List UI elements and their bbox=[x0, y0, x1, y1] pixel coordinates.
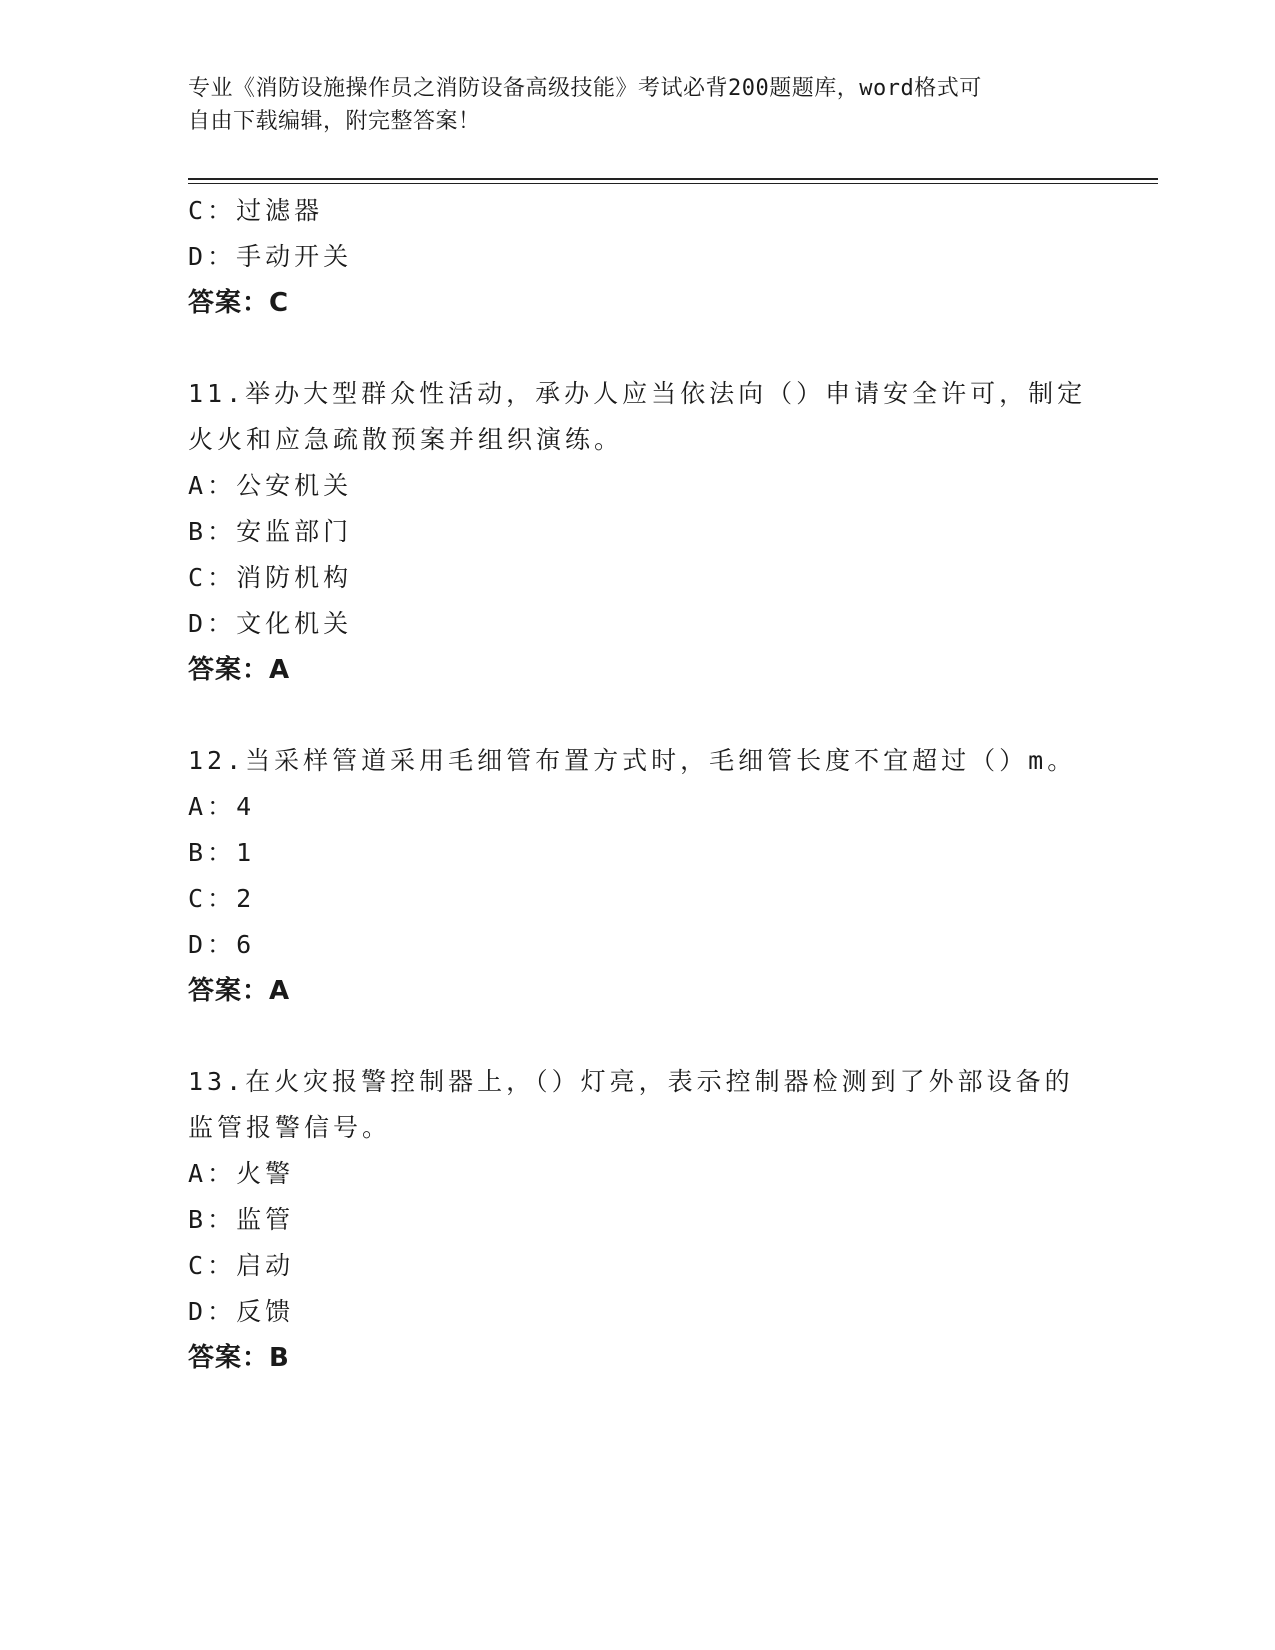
option-text: 安监部门 bbox=[236, 517, 353, 546]
option-c bbox=[188, 555, 1088, 601]
question-12 bbox=[188, 738, 1088, 1014]
option-label: A： bbox=[188, 471, 237, 500]
option-text: 公安机关 bbox=[236, 471, 353, 500]
option-label: C： bbox=[188, 1251, 237, 1280]
answer-line: 答案：B bbox=[188, 1343, 290, 1373]
answer-line: 答案：C bbox=[188, 288, 290, 318]
option-text: 启动 bbox=[236, 1251, 295, 1280]
question-stem-line: 12.当采样管道采用毛细管布置方式时，毛细管长度不宜超过（）m。 bbox=[188, 746, 1077, 775]
option-label: A： bbox=[188, 792, 237, 821]
header-divider-thick bbox=[188, 178, 1158, 180]
option-label: D： bbox=[188, 242, 237, 271]
option-text: 6 bbox=[236, 930, 256, 959]
document-header bbox=[188, 72, 1068, 138]
option-text: 手动开关 bbox=[236, 242, 353, 271]
option-text: 消防机构 bbox=[236, 563, 353, 592]
question-11 bbox=[188, 371, 1088, 693]
option-text: 火警 bbox=[236, 1159, 295, 1188]
option-label: C： bbox=[188, 884, 237, 913]
option-a bbox=[188, 784, 1088, 830]
option-d bbox=[188, 1289, 1088, 1335]
option-text: 文化机关 bbox=[236, 609, 353, 638]
answer-line: 答案：A bbox=[188, 976, 291, 1006]
option-label: A： bbox=[188, 1159, 237, 1188]
option-b bbox=[188, 509, 1088, 555]
option-label: C： bbox=[188, 196, 237, 225]
spacer bbox=[188, 326, 1088, 371]
option-text: 2 bbox=[236, 884, 256, 913]
option-label: B： bbox=[188, 517, 237, 546]
option-b bbox=[188, 830, 1088, 876]
spacer bbox=[188, 1014, 1088, 1059]
question-list bbox=[188, 188, 1088, 1381]
option-label: B： bbox=[188, 1205, 237, 1234]
option-label: D： bbox=[188, 609, 237, 638]
option-text: 反馈 bbox=[236, 1297, 295, 1326]
question-13 bbox=[188, 1059, 1088, 1381]
option-label: C： bbox=[188, 563, 237, 592]
option-text: 监管 bbox=[236, 1205, 295, 1234]
question-stem-line: 监管报警信号。 bbox=[188, 1113, 392, 1142]
option-a bbox=[188, 1151, 1088, 1197]
option-label: B： bbox=[188, 838, 237, 867]
option-c bbox=[188, 876, 1088, 922]
option-a bbox=[188, 463, 1088, 509]
question-stem-line: 11.举办大型群众性活动，承办人应当依法向（）申请安全许可，制定 bbox=[188, 379, 1087, 408]
answer-line: 答案：A bbox=[188, 655, 291, 685]
option-c bbox=[188, 188, 1088, 234]
header-line-2: 自由下载编辑，附完整答案！ bbox=[188, 109, 481, 134]
option-b bbox=[188, 1197, 1088, 1243]
option-text: 过滤器 bbox=[236, 196, 324, 225]
question-stem-line: 13.在火灾报警控制器上，（）灯亮，表示控制器检测到了外部设备的 bbox=[188, 1067, 1074, 1096]
header-line-1: 专业《消防设施操作员之消防设备高级技能》考试必背200题题库，word格式可 bbox=[188, 76, 982, 101]
spacer bbox=[188, 693, 1088, 738]
question-partial bbox=[188, 188, 1088, 326]
option-text: 1 bbox=[236, 838, 256, 867]
option-d bbox=[188, 234, 1088, 280]
question-stem-line: 火火和应急疏散预案并组织演练。 bbox=[188, 425, 624, 454]
option-d bbox=[188, 922, 1088, 968]
option-d bbox=[188, 601, 1088, 647]
option-c bbox=[188, 1243, 1088, 1289]
option-text: 4 bbox=[236, 792, 256, 821]
header-divider-thin bbox=[188, 183, 1158, 184]
option-label: D： bbox=[188, 1297, 237, 1326]
option-label: D： bbox=[188, 930, 237, 959]
